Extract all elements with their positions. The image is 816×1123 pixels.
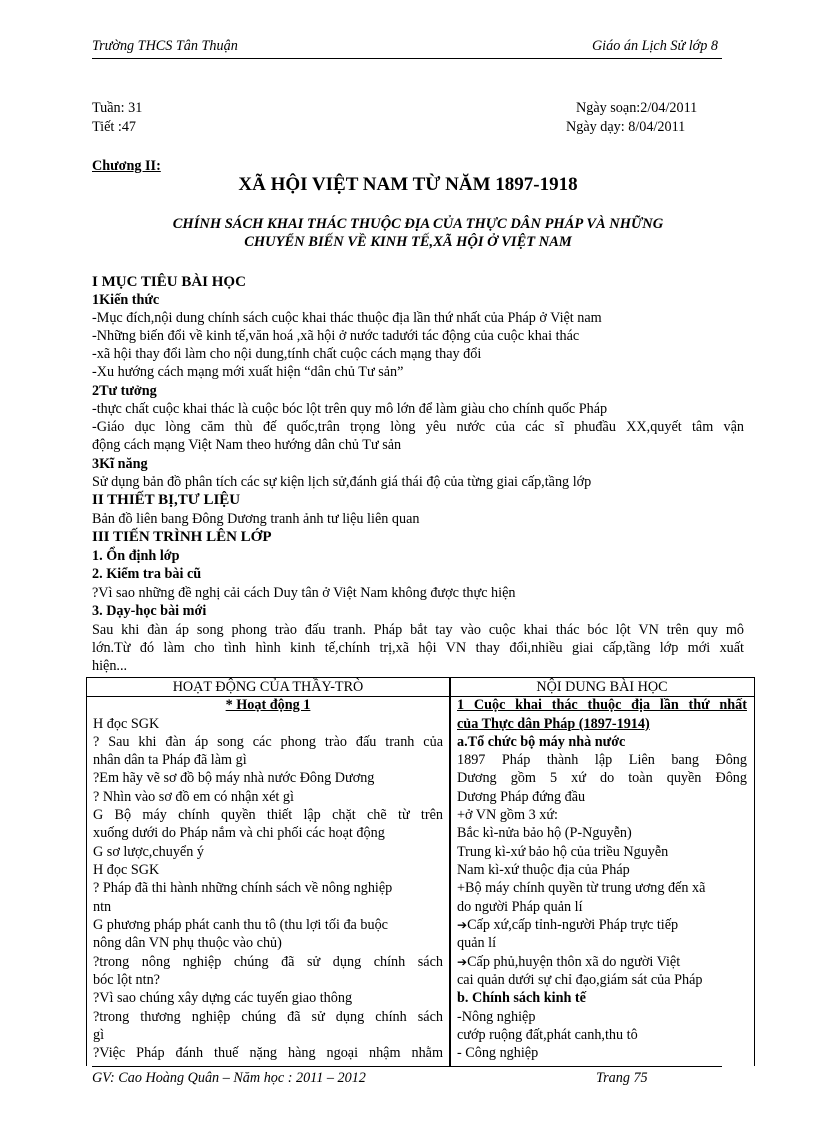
activity-line: nhân dân ta Pháp đã làm gì [93, 752, 247, 768]
knowledge-heading: 1Kiến thức [92, 292, 160, 308]
week-label: Tuần: 31 [92, 100, 143, 116]
activity-line: G sơ lược,chuyển ý [93, 844, 204, 860]
content-heading: của Thực dân Pháp (1897-1914) [457, 716, 650, 732]
activity-line: gì [93, 1027, 105, 1043]
content-line: - Công nghiệp [457, 1045, 539, 1061]
arrow-right-icon: ➔ [457, 955, 468, 969]
knowledge-item: -Xu hướng cách mạng mới xuất hiện “dân chủ Tư sản” [92, 364, 404, 380]
activity-line: ntn [93, 899, 112, 915]
footer-teacher: GV: Cao Hoàng Quân – Năm học : 2011 – 2012 [92, 1070, 366, 1086]
activity-heading: * Hoạt động 1 [225, 697, 311, 713]
skills-text: Sử dụng bản đồ phân tích các sự kiện lịch sử,đánh giá thái độ của từng giai cấp,tầng lớp [92, 474, 592, 490]
activity-line: ?trong thương nghiệp chúng đã sử dụng chính sách [93, 1009, 443, 1025]
column-divider [449, 678, 451, 1066]
activity-line: H đọc SGK [93, 862, 160, 878]
content-line: -Nông nghiệp [457, 1009, 536, 1025]
column-header-activities: HOẠT ĐỘNG CỦA THẦY-TRÒ [172, 679, 364, 695]
content-line: Nam kì-xứ thuộc địa của Pháp [457, 862, 630, 878]
step2-text: ?Vì sao những đề nghị cải cách Duy tân ở Việt Nam không được thực hiện [92, 585, 516, 601]
activity-line: G Bộ máy chính quyền thiết lập chặt chẽ từ trên [93, 807, 443, 823]
section2-heading: II THIẾT BỊ,TƯ LIỆU [92, 492, 241, 508]
activity-line: xuống dưới do Pháp nắm và chi phối các hoạt động [93, 825, 385, 841]
skills-heading: 3Kĩ năng [92, 456, 148, 472]
lesson-table [86, 677, 755, 1066]
column-header-content: NỘI DUNG BÀI HỌC [536, 679, 668, 695]
activity-line: ?Việc Pháp đánh thuế nặng hàng ngoại nhậm nhằm [93, 1045, 443, 1061]
teaching-date: Ngày dạy: 8/04/2011 [566, 119, 686, 135]
content-line: 1897 Pháp thành lập Liên bang Đông [457, 752, 747, 768]
prepared-date: Ngày soạn:2/04/2011 [576, 100, 698, 116]
intro-line: hiện... [92, 658, 128, 674]
knowledge-item: -Những biến đổi về kinh tế,văn hoá ,xã hội ở nước tadưới tác động của cuộc khai thác [92, 328, 580, 344]
thought-heading: 2Tư tưởng [92, 383, 157, 399]
activity-line: G phương pháp phát canh thu tô (thu lợi tối đa buộc [93, 917, 388, 933]
activity-line: bóc lột ntn? [93, 972, 160, 988]
header-school: Trường THCS Tân Thuận [92, 38, 238, 54]
footer-rule [92, 1066, 722, 1067]
content-line: ➔Cấp phủ,huyện thôn xã do người Việt [457, 954, 681, 970]
intro-line: lớn.Từ đó làm cho tình hình kinh tế,chính trị,xã hội VN thay đổi,nhiều giai cấp,tầng lớp mới xuất [92, 640, 744, 656]
step3-heading: 3. Dạy-học bài mới [92, 603, 207, 619]
section2-text: Bản đồ liên bang Đông Dương tranh ảnh tư liệu liên quan [92, 511, 420, 527]
knowledge-item: -xã hội thay đổi làm cho nội dung,tính chất cuộc cách mạng thay đổi [92, 346, 482, 362]
content-line: +ở VN gồm 3 xứ: [457, 807, 558, 823]
content-line: +Bộ máy chính quyền từ trung ương đến xã [457, 880, 706, 896]
activity-line: ?trong nông nghiệp chúng đã sử dụng chính sách [93, 954, 443, 970]
subtitle-line-1: CHÍNH SÁCH KHAI THÁC THUỘC ĐỊA CỦA THỰC DÂN PHÁP VÀ NHỮNG [172, 216, 664, 232]
activity-line: ? Sau khi đàn áp song các phong trào đấu tranh của [93, 734, 443, 750]
content-line: Dương Pháp đứng đầu [457, 789, 586, 805]
thought-item: động cách mạng Việt Nam theo hướng dân chủ Tư sản [92, 437, 402, 453]
step1-heading: 1. Ổn định lớp [92, 548, 180, 564]
content-line: ➔Cấp xứ,cấp tỉnh-người Pháp trực tiếp [457, 917, 679, 933]
period-label: Tiết :47 [92, 119, 137, 135]
chapter-label: Chương II: [92, 158, 161, 174]
knowledge-item: -Mục đích,nội dung chính sách cuộc khai thác thuộc địa lần thứ nhất của Pháp ở Việt nam [92, 310, 602, 326]
arrow-right-icon: ➔ [457, 918, 468, 932]
content-subheading: b. Chính sách kinh tế [457, 990, 586, 1006]
section1-heading: I MỤC TIÊU BÀI HỌC [92, 274, 246, 290]
activity-line: ? Nhìn vào sơ đồ em có nhận xét gì [93, 789, 294, 805]
thought-item: -thực chất cuộc khai thác là cuộc bóc lột trên quy mô lớn để làm giàu cho chính quốc Pháp [92, 401, 608, 417]
footer-page-number: Trang 75 [596, 1070, 648, 1086]
page-title: XÃ HỘI VIỆT NAM TỪ NĂM 1897-1918 [238, 174, 578, 195]
header-subject: Giáo án Lịch Sử lớp 8 [591, 38, 718, 54]
subtitle-line-2: CHUYỂN BIẾN VỀ KINH TẾ,XÃ HỘI Ở VIỆT NAM [244, 234, 572, 250]
content-subheading: a.Tổ chức bộ máy nhà nước [457, 734, 626, 750]
content-line: quản lí [457, 935, 497, 951]
content-line: cai quản dưới sự chỉ đạo,giám sát của Pháp [457, 972, 703, 988]
content-line: Bắc kì-nửa bảo hộ (P-Nguyễn) [457, 825, 632, 841]
activity-line: ?Em hãy vẽ sơ đồ bộ máy nhà nước Đông Dương [93, 770, 375, 786]
content-line: cướp ruộng đất,phát canh,thu tô [457, 1027, 638, 1043]
thought-item: -Giáo dục lòng căm thù đế quốc,trân trọng lòng yêu nước của các sĩ phuđầu XX,quyết tâm vận [92, 419, 744, 435]
activity-line: ?Vì sao chúng xây dựng các tuyến giao thông [93, 990, 353, 1006]
section3-heading: III TIẾN TRÌNH LÊN LỚP [92, 529, 272, 545]
activity-line: ? Pháp đã thi hành những chính sách về nông nghiệp [93, 880, 393, 896]
activity-line: H đọc SGK [93, 716, 160, 732]
content-line: Dương gồm 5 xứ do toàn quyền Đông [457, 770, 747, 786]
header-rule [92, 58, 722, 59]
content-line: do người Pháp quản lí [457, 899, 583, 915]
intro-line: Sau khi đàn áp song phong trào đấu tranh. Pháp bắt tay vào cuộc khai thác bóc lột VN trên quy mô [92, 622, 744, 638]
activity-line: nông dân VN phụ thuộc vào chủ) [93, 935, 282, 951]
content-line: Trung kì-xứ bảo hộ của triều Nguyễn [457, 844, 669, 860]
step2-heading: 2. Kiểm tra bài cũ [92, 566, 202, 582]
content-heading: 1 Cuộc khai thác thuộc địa lần thứ nhất [457, 697, 747, 713]
